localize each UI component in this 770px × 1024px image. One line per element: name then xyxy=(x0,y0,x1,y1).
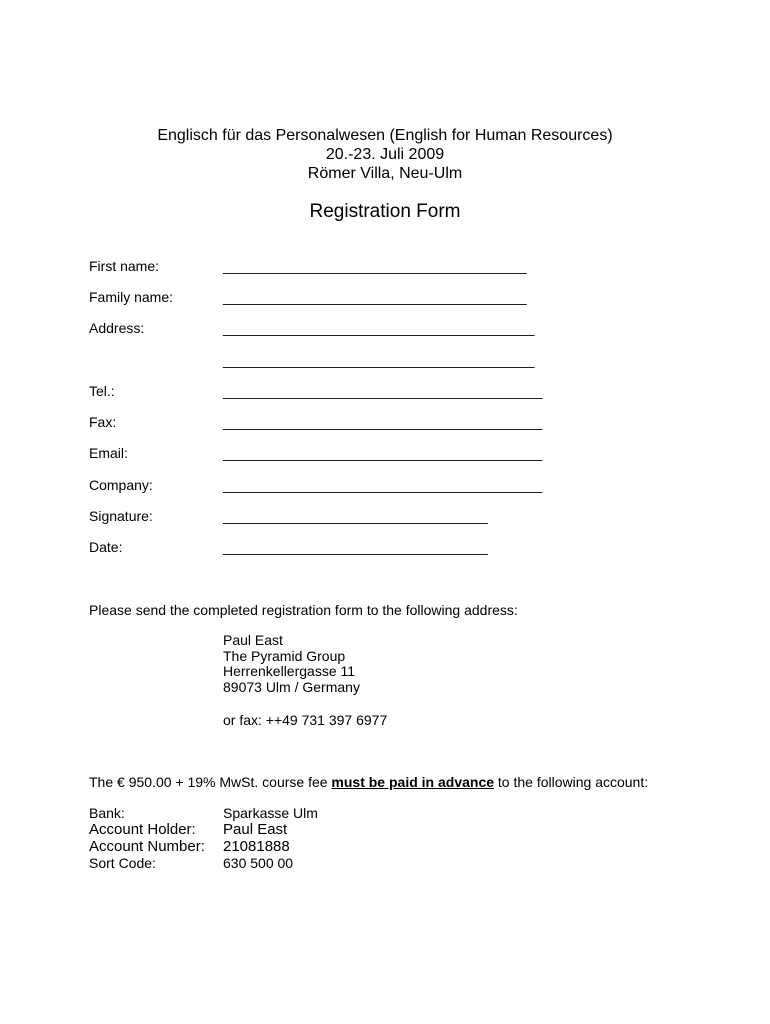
field-label: Company: xyxy=(89,477,153,493)
field-label: Tel.: xyxy=(89,383,115,399)
account-key: Bank: xyxy=(89,805,125,821)
fee-statement xyxy=(89,774,648,790)
fill-in-line: _________________________________________ xyxy=(223,414,543,430)
fill-in-line: __________________________________ xyxy=(223,508,488,524)
field-email xyxy=(89,445,542,461)
field-label: Address: xyxy=(89,320,145,336)
fill-in-line: ________________________________________ xyxy=(223,352,535,368)
form-title: Registration Form xyxy=(309,201,461,222)
account-key: Account Holder: xyxy=(89,821,196,838)
account-value: 21081888 xyxy=(223,838,290,855)
course-dates: 20.-23. Juli 2009 xyxy=(325,146,445,163)
field-label: Fax: xyxy=(89,414,117,430)
course-venue: Römer Villa, Neu-Ulm xyxy=(307,165,463,182)
fill-in-line: _________________________________________ xyxy=(223,445,543,461)
field-fax xyxy=(89,414,542,430)
field-date xyxy=(89,539,488,555)
document-header xyxy=(0,126,770,183)
fill-in-line: __________________________________ xyxy=(223,539,488,555)
field-label: Signature: xyxy=(89,508,153,524)
field-label: Email: xyxy=(89,445,128,461)
account-key: Account Number: xyxy=(89,838,205,855)
mailing-address xyxy=(223,633,360,696)
fill-in-line: ________________________________________ xyxy=(223,320,535,336)
fee-emphasis: must be paid in advance xyxy=(331,774,495,790)
account-value: Sparkasse Ulm xyxy=(223,805,318,821)
field-label: First name: xyxy=(89,258,160,274)
field-label: Date: xyxy=(89,539,123,555)
account-row-holder xyxy=(89,821,287,838)
address-line: 89073 Ulm / Germany xyxy=(223,679,360,696)
field-family-name xyxy=(89,289,527,305)
field-label: Family name: xyxy=(89,289,174,305)
account-value: 630 500 00 xyxy=(223,855,294,871)
field-company xyxy=(89,477,542,493)
fill-in-line: _________________________________________ xyxy=(223,383,543,399)
address-line: Herrenkellergasse 11 xyxy=(223,663,356,680)
fee-suffix: to the following account: xyxy=(494,774,649,790)
field-first-name xyxy=(89,258,527,274)
field-tel xyxy=(89,383,542,399)
field-address xyxy=(89,320,534,336)
address-line: The Pyramid Group xyxy=(223,647,346,664)
fill-in-line: _______________________________________ xyxy=(223,289,527,305)
fax-line: or fax: ++49 731 397 6977 xyxy=(223,712,388,728)
field-signature xyxy=(89,508,488,524)
account-row-sort-code xyxy=(89,855,293,872)
address-line: Paul East xyxy=(223,632,283,648)
course-title: Englisch für das Personalwesen (English for Human Resources) xyxy=(157,127,613,144)
account-row-bank xyxy=(89,805,318,822)
account-row-number xyxy=(89,838,290,855)
fee-prefix: The € 950.00 + 19% MwSt. course fee xyxy=(89,774,332,790)
fill-in-line: _______________________________________ xyxy=(223,258,527,274)
account-value: Paul East xyxy=(223,821,288,838)
account-key: Sort Code: xyxy=(89,855,156,871)
fill-in-line: _________________________________________ xyxy=(223,477,543,493)
field-address-line2 xyxy=(89,352,534,368)
send-instruction: Please send the completed registration form to the following address: xyxy=(89,602,518,618)
